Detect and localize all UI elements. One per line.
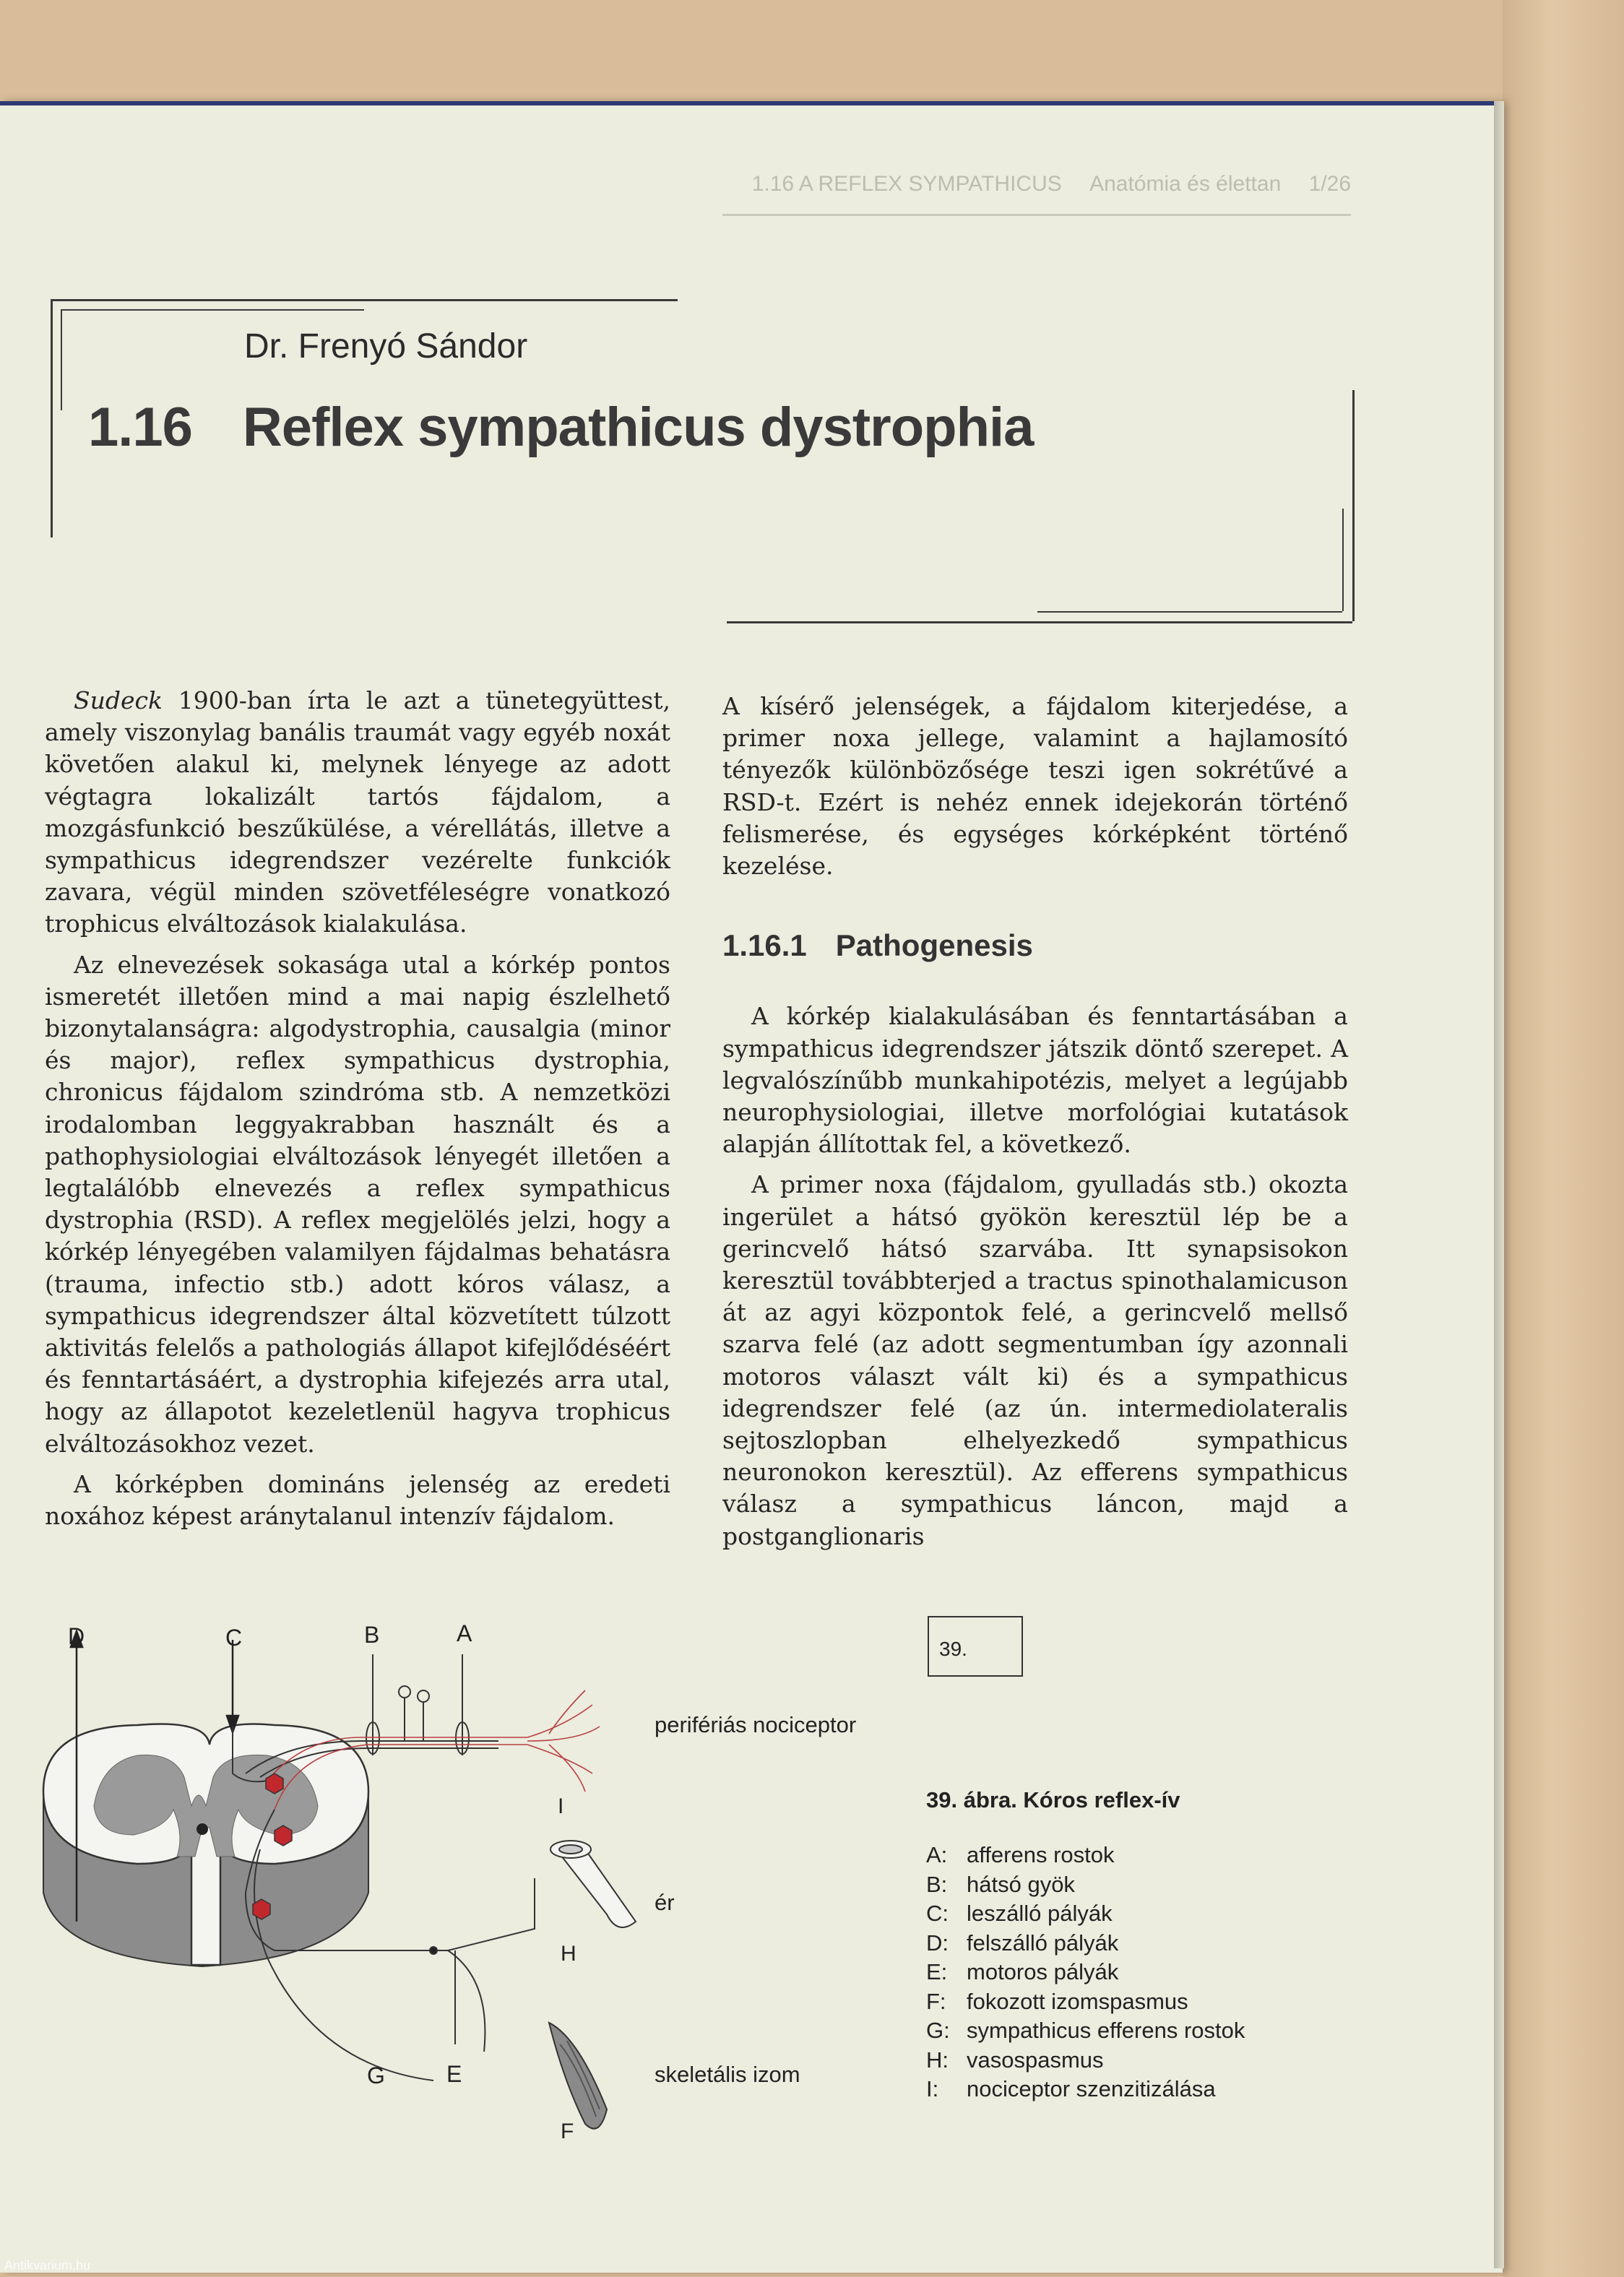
- section-number: 1.16.1: [722, 928, 807, 963]
- label-C: C: [225, 1625, 243, 1651]
- legend-item: [926, 1958, 1245, 1987]
- legend-key: C:: [926, 1901, 949, 1926]
- running-head: [722, 172, 1351, 216]
- paragraph: A kórképben domináns jelenség az eredeti noxához képest aránytalanul intenzív fájdalom.: [45, 1469, 670, 1531]
- title-frame-bottom-inner: [1037, 611, 1342, 613]
- figure-legend: [926, 1841, 1245, 2104]
- legend-text: afferens rostok: [967, 1842, 1115, 1867]
- skeletal-muscle: [549, 2023, 607, 2129]
- title-frame-top: [51, 299, 678, 301]
- legend-text: fokozott izomspasmus: [967, 1988, 1188, 2014]
- legend-item: [926, 1929, 1245, 1958]
- running-head-page: 1/26: [1308, 172, 1351, 196]
- label-G: G: [367, 2062, 385, 2088]
- legend-text: hátsó gyök: [967, 1871, 1075, 1897]
- paragraph: A kísérő jelenségek, a fájdalom kiterjedése, a primer noxa jellege, valamint a hajlamosító tényezők különbözősége teszi igen sokrétűvé a RSD-t. Ezért is nehéz ennek idejekorán történő felismerése, és egységes kórképként történő kezelése.: [722, 692, 1348, 881]
- title-frame-left-inner: [61, 309, 62, 410]
- title-frame-top-inner: [61, 309, 364, 311]
- paragraph: Az elnevezések sokasága utal a kórkép pontos ismeretét illetően mind a mai napig észlelhető bizonytalanságra: algodystrophia, causalgia (minor és major), reflex sympathicus dystrophia, chronicus fájdalom szindróma stb. A nemzetközi irodalomban leggyakrabban használt és a pathophysiologiai elváltozások lényegét illetően a legtalálóbb elnevezés a reflex sympathicus dystrophia (RSD). A reflex megjelölés jelzi, hogy a kórkép lényegében valamilyen fájdalmas behatásra (trauma, infectio stb.) adott kóros válasz, a sympathicus idegrendszer által közvetített túlzott aktivitás felelős a pathologiás állapot kifejlődéséért és fenntartásáért, a dystrophia kifejezés arra utal, hogy az állapotot kezeletlenül hagyva trophicus elváltozásokhoz vezet.: [45, 950, 670, 1458]
- title-frame-bottom: [727, 621, 1352, 623]
- page-edge: [1494, 101, 1504, 2268]
- annotation-vessel: ér: [655, 1890, 675, 1915]
- watermark: Antikvarium.hu: [4, 2258, 91, 2273]
- running-head-left: 1.16 A REFLEX SYMPATHICUS: [751, 172, 1062, 196]
- legend-item: [926, 1841, 1245, 1870]
- figure-caption: 39. ábra. Kóros reflex-ív: [926, 1787, 1180, 1812]
- running-head-right: Anatómia és élettan: [1089, 172, 1282, 196]
- title-frame-right: [1352, 390, 1355, 621]
- paragraph: [45, 685, 670, 941]
- paragraph-text: 1900-ban írta le azt a tünetegyüttest, amely viszonylag banális traumát vagy egyéb noxát követően alakul ki, melynek lényege az adott végtagra lokalizált tartós fájdalom, a mozgásfunkció beszűkülése, a vérellátás, illetve a sympathicus idegrendszer vezérelte funkciók zavara, végül minden szövetféleségre vonatkozó trophicus elváltozások kialakulása.: [45, 686, 670, 938]
- label-H: H: [561, 1942, 576, 1966]
- legend-key: I:: [926, 2076, 939, 2101]
- figure-number-box: 39.: [928, 1616, 1023, 1677]
- annotation-muscle: skeletális izom: [655, 2062, 800, 2087]
- section-title: Pathogenesis: [835, 928, 1033, 963]
- right-column: [722, 691, 1348, 1561]
- legend-key: A:: [926, 1842, 948, 1867]
- legend-text: motoros pályák: [967, 1959, 1119, 1984]
- blood-vessel: [550, 1841, 636, 1927]
- legend-item: [926, 2075, 1245, 2104]
- chapter-author: Dr. Frenyó Sándor: [244, 327, 528, 366]
- legend-text: nociceptor szenzitizálása: [967, 2076, 1216, 2101]
- legend-text: vasospasmus: [967, 2047, 1104, 2073]
- chapter-number: 1.16: [88, 397, 192, 458]
- legend-key: B:: [926, 1871, 948, 1897]
- label-E: E: [446, 2061, 462, 2087]
- chapter-title: [88, 396, 1033, 459]
- legend-key: G:: [926, 2018, 950, 2043]
- legend-text: leszálló pályák: [967, 1901, 1113, 1926]
- legend-item: [926, 1899, 1245, 1929]
- title-frame-left: [51, 299, 53, 537]
- legend-item: [926, 1870, 1245, 1900]
- left-column: [45, 685, 670, 1541]
- annotation-nociceptor: perifériás nociceptor: [655, 1712, 857, 1737]
- paragraph: A kórkép kialakulásában és fenntartásában a sympathicus idegrendszer játszik döntő szerepet. A legvalószínűbb munkahipotézis, melyet a legújabb neurophysiologiai, illetve morfológiai kutatások alapján állítottak fel, a következő.: [722, 1002, 1348, 1159]
- legend-text: felszálló pályák: [967, 1930, 1119, 1956]
- reflex-arc-diagram: [29, 1618, 665, 2153]
- legend-item: [926, 2046, 1245, 2075]
- label-F: F: [561, 2120, 574, 2143]
- legend-key: E:: [926, 1959, 948, 1984]
- chapter-title-text: Reflex sympathicus dystrophia: [242, 397, 1034, 458]
- label-B: B: [364, 1622, 380, 1648]
- label-D: D: [68, 1623, 85, 1649]
- label-A: A: [457, 1620, 472, 1646]
- legend-item: [926, 1987, 1245, 2017]
- spinal-cord: [43, 1724, 368, 1966]
- paragraph: A primer noxa (fájdalom, gyulladás stb.) okozta ingerület a hátsó gyökön keresztül lép be a gerincvelő hátsó szarvába. Itt synapsisokon keresztül továbbterjed a tractus spinothalamicuson át az agyi központok felé, a gerincvelő mellső szarva felé (az adott segmentumban így azonnali motoros választ vált ki) és a sympathicus idegrendszer felé (az ún. intermediolateralis sejtoszlopban elhelyezkedő sympathicus neuronokon keresztül). Az efferens sympathicus válasz a sympathicus láncon, majd a postganglionaris: [722, 1170, 1348, 1550]
- label-I: I: [558, 1794, 564, 1818]
- section-heading: [722, 930, 1348, 962]
- legend-key: F:: [926, 1988, 946, 2014]
- title-frame-right-inner: [1342, 509, 1344, 611]
- legend-item: [926, 2016, 1245, 2046]
- book-background: [1503, 0, 1624, 2277]
- author-name-italic: Sudeck: [74, 686, 163, 714]
- legend-key: H:: [926, 2047, 949, 2073]
- legend-key: D:: [926, 1930, 949, 1956]
- legend-text: sympathicus efferens rostok: [967, 2018, 1245, 2043]
